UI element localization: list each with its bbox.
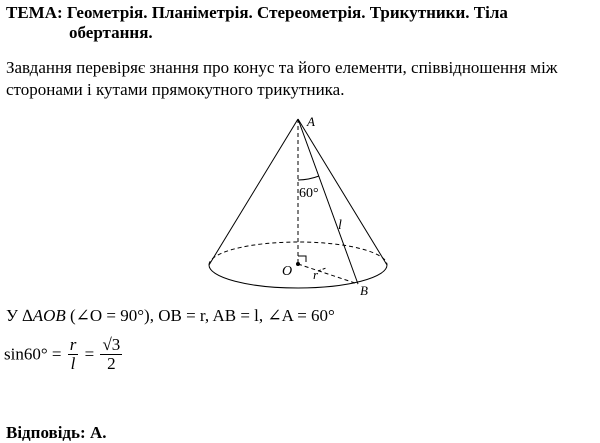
fraction-numerator-r: r	[69, 335, 77, 354]
formula-equals: =	[84, 344, 95, 364]
fraction-r-over-l	[68, 336, 79, 373]
given-prefix: У ∆	[6, 306, 33, 325]
cone-left-side	[209, 119, 298, 265]
radius-tick	[318, 268, 326, 271]
formula-lhs: sin60° =	[4, 344, 62, 364]
label-center-o: O	[282, 264, 293, 279]
radius-ob	[298, 264, 358, 284]
fraction-denominator-l: l	[70, 354, 76, 373]
label-angle-60: 60°	[299, 186, 319, 201]
answer-line: Відповідь: А.	[6, 423, 107, 442]
task-description-line-1: Завдання перевіряє знання про конус та його елементи, співвідношення між	[6, 58, 558, 77]
fraction-numerator-root3: √3	[102, 335, 121, 354]
given-statement	[6, 305, 335, 326]
sine-formula	[4, 336, 124, 384]
angle-arc	[298, 176, 319, 180]
task-description-line-2: сторонами і кутами прямокутного трикутника.	[6, 80, 345, 99]
right-angle-marker	[298, 256, 306, 262]
topic-heading-continued: обертання.	[69, 23, 153, 42]
fraction-root3-over-2	[100, 336, 122, 373]
topic-heading: ТЕМА: Геометрія. Планіметрія. Стереометрія. Трикутники. Тіла	[6, 3, 508, 22]
given-conditions: (∠O = 90°), OB = r, AB = l, ∠A = 60°	[65, 306, 335, 325]
label-radius-r: r	[313, 267, 319, 282]
fraction-denominator-2: 2	[107, 354, 116, 373]
label-apex-a: A	[307, 114, 315, 129]
label-point-b: B	[360, 283, 368, 298]
segment-ab	[298, 119, 358, 284]
label-slant-l: l	[338, 218, 342, 233]
center-point	[296, 262, 300, 266]
given-triangle: AOB	[32, 306, 66, 325]
